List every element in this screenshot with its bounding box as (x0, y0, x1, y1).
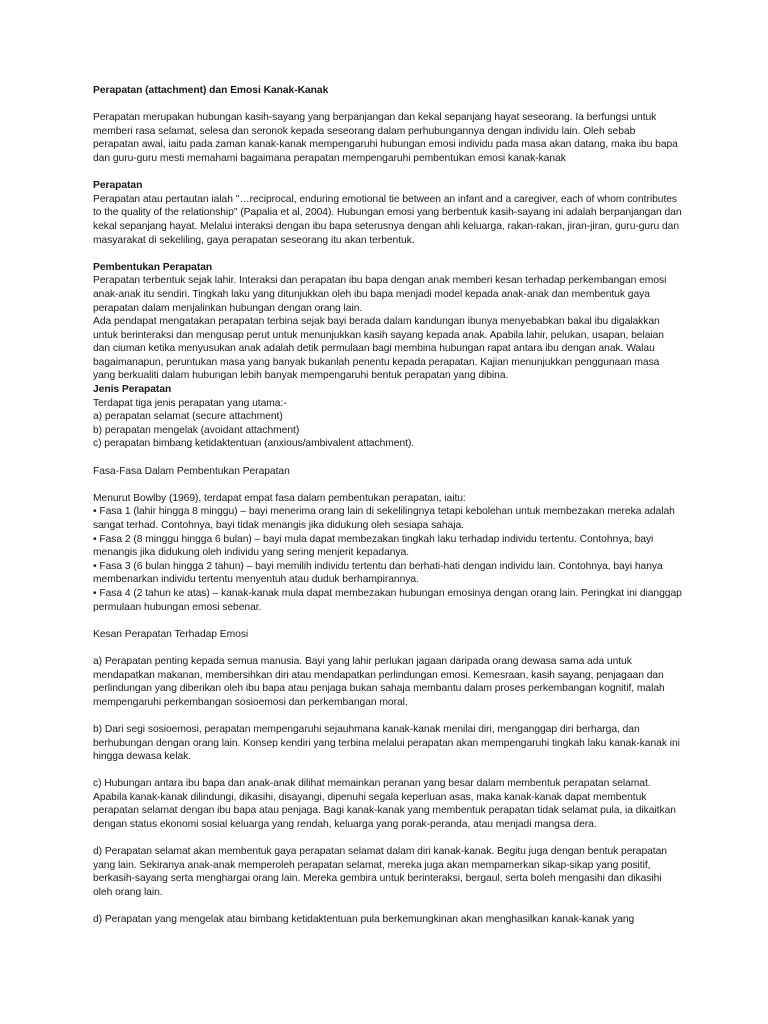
list-item: • Fasa 4 (2 tahun ke atas) – kanak-kanak mula dapat membezakan hubungan emosinya dengan orang lain. Peringkat ini dianggap permulaan hubungan emosi sebenar. (93, 587, 682, 613)
spacer (93, 900, 683, 914)
list-item: • Fasa 1 (lahir hingga 8 minggu) – bayi menerima orang lain di sekelilingnya tetapi kebolehan untuk membezakan mereka adalah sangat terhad. Contohnya, bayi tidak menangis jika didukung oleh sesiapa sahaja. (93, 506, 675, 531)
list-item: b) perapatan mengelak (avoidant attachment) (93, 424, 300, 436)
pembentukan-paragraph-1: Perapatan terbentuk sejak lahir. Interaksi dan perapatan ibu bapa dengan anak memberi kesan terhadap perkembangan emosi anak-anak itu sendiri. Tingkah laku yang ditunjukkan oleh ibu bapa menjadi model kepada anak-anak dan membentuk gaya perapatan dalam menjalinkan hubungan dengan orang lain. (93, 275, 667, 314)
spacer (93, 166, 683, 180)
kesan-heading: Kesan Perapatan Terhadap Emosi (93, 628, 249, 640)
spacer (93, 709, 683, 723)
kesan-paragraph-d: d) Perapatan selamat akan membentuk gaya perapatan selamat dalam diri kanak-kanak. Begitu juga dengan bentuk perapatan yang lain. Sekiranya anak-anak memperoleh perapatan selamat, mereka juga akan mempamerkan sikap-sikap yang positif, berkasih-sayang serta menghargai orang lain. Mereka gembira untuk berinteraksi, bergaul, serta boleh mengasihi dan dikasihi oleh orang lain. (93, 846, 667, 899)
perapatan-paragraph: Perapatan atau pertautan ialah "…reciprocal, enduring emotional tie between an infant and a caregiver, each of whom contributes to the quality of the relationship" (Papalia et al, 2004). Hubungan emosi yang berbentuk kasih-sayang ini adalah berpanjangan dan kekal sepanjang hayat. Melalui interaksi dengan ibu bapa seterusnya dengan ahli keluarga, rakan-rakan, jiran-jiran, guru-guru dan masyarakat di sekeliling, gaya perapatan seseorang itu akan terbentuk. (93, 193, 682, 246)
list-item: • Fasa 3 (6 bulan hingga 2 tahun) – bayi memilih individu tertentu dan berhati-hati dengan individu lain. Contohnya, bayi hanya membenarkan individu tertentu menyentuh atau duduk berhampirannya. (93, 560, 663, 586)
pembentukan-paragraph-2: Ada pendapat mengatakan perapatan terbina sejak bayi berada dalam kandungan ibunya menyebabkan bakal ibu digalakkan untuk berinteraksi dan mengusap perut untuk menunjukkan kasih sayang kepada anak. Apabila lahir, pelukan, usapan, belaian dan ciuman ketika menyusukan anak adalah detik permulaan bagi membina hubungan rapat antara ibu dengan anak. Walau bagaimanapun, peruntukan masa yang banyak bukanlah penentu kepada perapatan. Kajian menunjukkan penggunaan masa yang berkualiti dalam hubungan lebih banyak mempengaruhi bentuk perapatan yang dibina. (93, 316, 664, 382)
document-title: Perapatan (attachment) dan Emosi Kanak-Kanak (93, 85, 329, 96)
kesan-paragraph-e: d) Perapatan yang mengelak atau bimbang ketidaktentuan pula berkemungkinan akan menghasilkan kanak-kanak yang (93, 914, 635, 926)
kesan-paragraph-a: a) Perapatan penting kepada semua manusia. Bayi yang lahir perlukan jagaan daripada orang dewasa sama ada untuk mendapatkan makanan, membersihkan diri atau mendapatkan perlindungan emosi. Kemesraan, kasih sayang, penjagaan dan perlindungan yang diberikan oleh ibu bapa atau penjaga bukan sahaja membantu dalam proses perkembangan kognitif, malah mempengaruhi perkembangan sosioemosi dan perkembangan moral. (93, 655, 665, 708)
intro-paragraph: Perapatan merupakan hubungan kasih-sayang yang berpanjangan dan kekal sepanjang hayat seseorang. Ia berfungsi untuk memberi rasa selamat, selesa dan seronok kepada seseorang dalam perhubungannya dengan individu lain. Oleh sebab perapatan awal, iaitu pada zaman kanak-kanak mempengaruhi hubungan emosi individu pada masa akan datang, maka ibu bapa dan guru-guru mesti memahami bagaimana perapatan mempengaruhi pembentukan emosi kanak-kanak (93, 112, 678, 164)
list-item: • Fasa 2 (8 minggu hingga 6 bulan) – bayi mula dapat membezakan tingkah laku terhadap individu tertentu. Contohnya, bayi menangis jika didukung oleh individu yang sering menjerit kepadanya. (93, 533, 654, 559)
spacer (93, 247, 683, 261)
perapatan-heading: Perapatan (93, 180, 143, 192)
spacer (93, 832, 683, 846)
jenis-intro: Terdapat tiga jenis perapatan yang utama:- (93, 397, 287, 409)
kesan-paragraph-c: c) Hubungan antara ibu bapa dan anak-anak dilihat memainkan peranan yang besar dalam membentuk perapatan selamat. Apabila kanak-kanak dilindungi, dikasihi, disayangi, dipenuhi segala keperluan asas, maka kanak-kanak dapat membentuk perapatan selamat dengan ibu bapa atau penjaga. Bagi kanak-kanak yang membentuk perapatan tidak selamat pula, ia dikaitkan dengan status ekonomi sosial keluarga yang rendah, keluarga yang porak-peranda, atau menjadi mangsa dera. (93, 778, 676, 831)
spacer (93, 478, 683, 492)
jenis-list (93, 410, 683, 451)
spacer (93, 641, 683, 655)
fasa-heading: Fasa-Fasa Dalam Pembentukan Perapatan (93, 465, 290, 477)
fasa-intro: Menurut Bowlby (1969), terdapat empat fasa dalam pembentukan perapatan, iaitu: (93, 492, 466, 504)
fasa-list (93, 505, 683, 614)
pembentukan-heading: Pembentukan Perapatan (93, 261, 213, 273)
spacer (93, 98, 683, 112)
spacer (93, 614, 683, 628)
spacer (93, 764, 683, 778)
list-item: c) perapatan bimbang ketidaktentuan (anxious/ambivalent attachment). (93, 438, 415, 450)
kesan-paragraph-b: b) Dari segi sosioemosi, perapatan mempengaruhi sejauhmana kanak-kanak menilai diri, menganggap diri berharga, dan berhubungan dengan orang lain. Konsep kendiri yang terbina melalui perapatan akan mempengaruhi tingkah laku kanak-kanak ini hingga dewasa kelak. (93, 723, 680, 763)
jenis-heading: Jenis Perapatan (93, 384, 172, 396)
spacer (93, 451, 683, 465)
list-item: a) perapatan selamat (secure attachment) (93, 411, 283, 423)
document-page (93, 84, 683, 927)
